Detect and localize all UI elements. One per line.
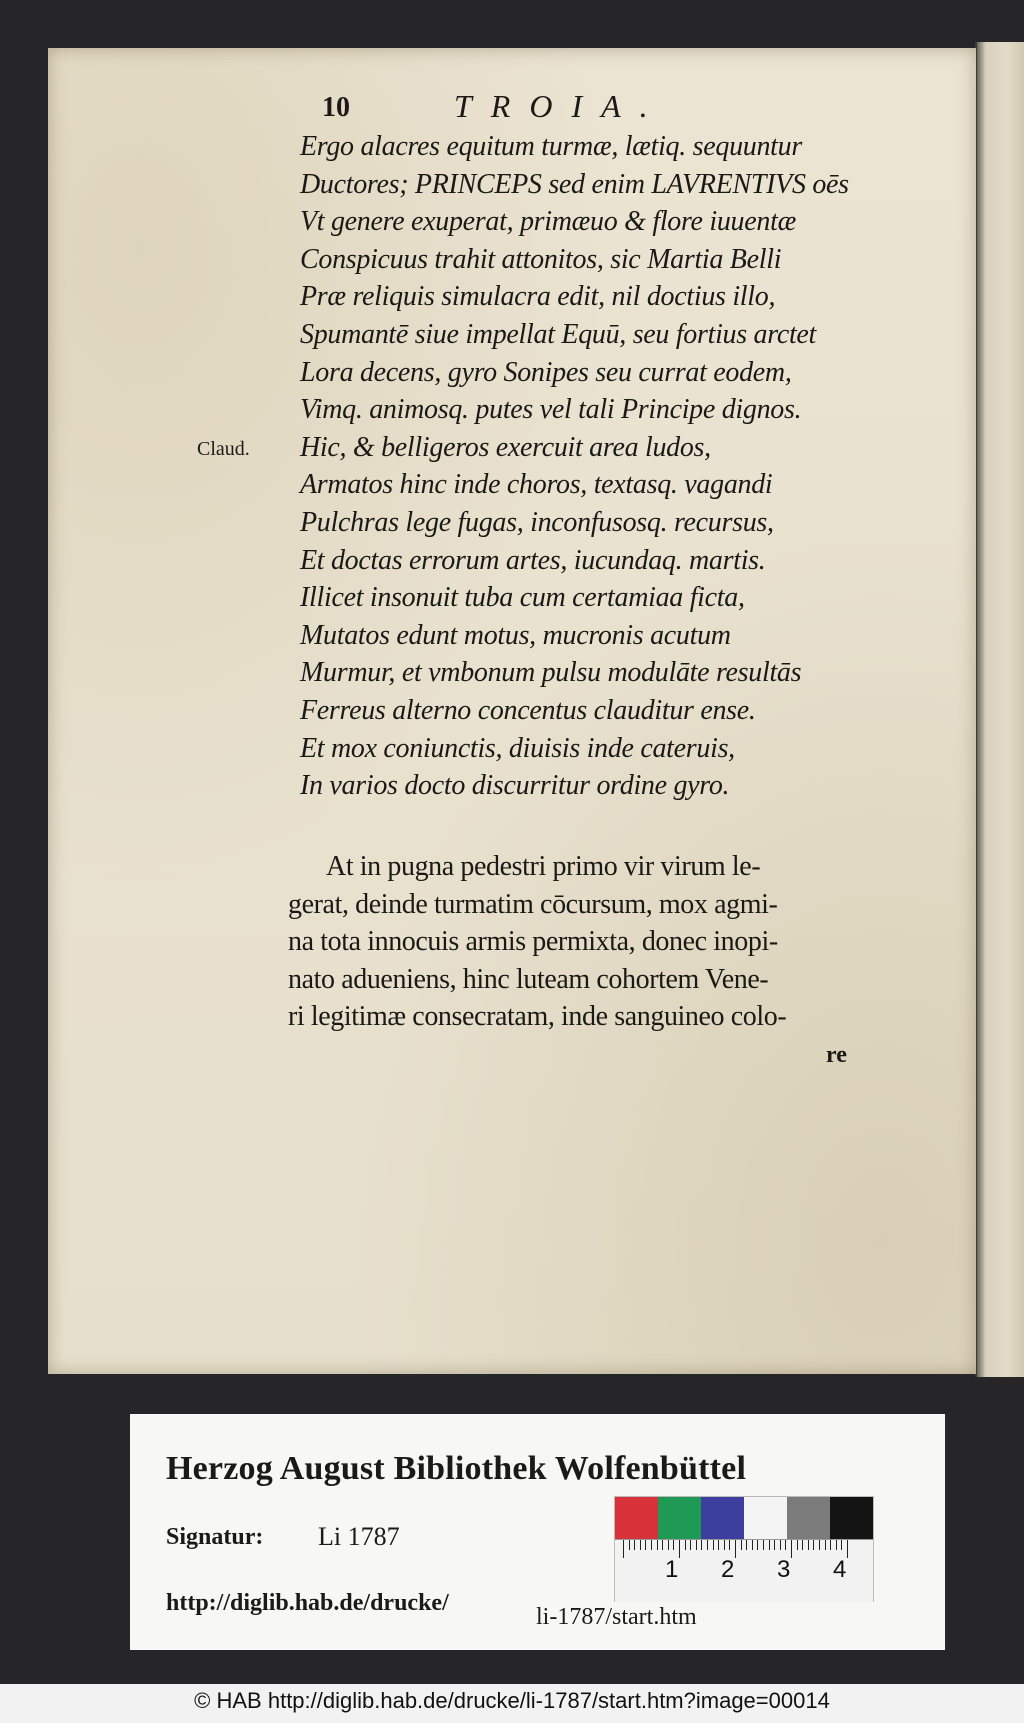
- ruler-tick: [645, 1540, 646, 1550]
- ruler-tick: [769, 1540, 770, 1550]
- footer-bar: [0, 1684, 1024, 1723]
- verse-line: Pulchras lege fugas, inconfusosq. recursus,: [300, 506, 774, 538]
- verse-line: Vt genere exuperat, primæuo & flore iuuentæ: [300, 206, 796, 238]
- prose-line: ri legitimæ consecratam, inde sanguineo colo-: [288, 1001, 787, 1033]
- signatur-value: Li 1787: [318, 1522, 400, 1551]
- ruler-tick: [640, 1540, 641, 1550]
- ruler-tick: [791, 1540, 792, 1558]
- ruler-tick: [780, 1540, 781, 1550]
- running-head: [322, 88, 802, 128]
- library-name: Herzog August Bibliothek Wolfenbüttel: [166, 1450, 747, 1487]
- footer-copyright-url: © HAB http://diglib.hab.de/drucke/li-1787/start.htm?image=00014: [194, 1688, 830, 1713]
- verse-line: Armatos hinc inde choros, textasq. vagandi: [300, 469, 773, 501]
- ruler-tick: [763, 1540, 764, 1550]
- prose-line: At in pugna pedestri primo vir virum le-: [326, 851, 761, 882]
- ruler-tick: [808, 1540, 809, 1550]
- scale-ruler: [615, 1539, 873, 1602]
- prose-line: na tota innocuis armis permixta, donec inopi-: [288, 926, 778, 958]
- ruler-tick: [713, 1540, 714, 1550]
- ruler-number: 1: [665, 1556, 679, 1583]
- ruler-tick: [741, 1540, 742, 1550]
- ruler-tick: [847, 1540, 848, 1558]
- ruler-tick: [657, 1540, 658, 1550]
- ruler-tick: [836, 1540, 837, 1550]
- margin-note: Claud.: [197, 438, 250, 460]
- ruler-tick: [696, 1540, 697, 1550]
- prose-line: gerat, deinde turmatim cōcursum, mox agmi-: [288, 888, 778, 920]
- facing-page-edge: [975, 42, 1024, 1377]
- ruler-tick: [735, 1540, 736, 1558]
- ruler-tick: [662, 1540, 663, 1550]
- color-swatch: [830, 1497, 873, 1539]
- ruler-tick: [668, 1540, 669, 1550]
- signatur-label: Signatur:: [166, 1524, 264, 1550]
- page-number: 10: [322, 92, 350, 123]
- running-title: TROIA.: [454, 88, 667, 124]
- verse-line: Illicet insonuit tuba cum certamiaa ficta,: [300, 582, 745, 614]
- verse-line: Mutatos edunt motus, mucronis acutum: [300, 619, 731, 651]
- url-value: li-1787/start.htm: [536, 1604, 697, 1630]
- color-swatch: [744, 1497, 787, 1539]
- ruler-tick: [825, 1540, 826, 1550]
- verse-line: Et mox coniunctis, diuisis inde cateruis,: [300, 732, 735, 764]
- ruler-tick: [679, 1540, 680, 1558]
- ruler-tick: [673, 1540, 674, 1550]
- verse-line: Conspicuus trahit attonitos, sic Martia Belli: [300, 243, 782, 275]
- ruler-tick: [629, 1540, 630, 1550]
- verse-line: Murmur, et vmbonum pulsu modulāte resultās: [300, 657, 802, 689]
- ruler-tick: [830, 1540, 831, 1550]
- prose-line: nato adueniens, hinc luteam cohortem Vene-: [288, 963, 769, 995]
- ruler-number: 3: [777, 1556, 791, 1583]
- prose-block: [288, 848, 908, 1036]
- ruler-tick: [623, 1540, 624, 1558]
- ruler-tick: [797, 1540, 798, 1550]
- ruler-tick: [813, 1540, 814, 1550]
- ruler-tick: [802, 1540, 803, 1550]
- ruler-tick: [819, 1540, 820, 1550]
- ruler-number: 2: [721, 1556, 735, 1583]
- color-calibration-chart: [614, 1496, 874, 1602]
- ruler-tick: [774, 1540, 775, 1550]
- ruler-tick: [707, 1540, 708, 1550]
- verse-line: Ductores; PRINCEPS sed enim LAVRENTIVS oēs: [300, 168, 849, 200]
- ruler-tick: [690, 1540, 691, 1550]
- ruler-number: 4: [833, 1556, 847, 1583]
- ruler-tick: [785, 1540, 786, 1550]
- ruler-tick: [757, 1540, 758, 1550]
- ruler-tick: [729, 1540, 730, 1550]
- ruler-tick: [724, 1540, 725, 1550]
- verse-line: Vimq. animosq. putes vel tali Principe dignos.: [300, 394, 802, 426]
- verse-block: [300, 128, 900, 805]
- ruler-tick: [701, 1540, 702, 1550]
- verse-line: Præ reliquis simulacra edit, nil doctius illo,: [300, 281, 776, 313]
- ruler-tick: [718, 1540, 719, 1550]
- ruler-tick: [634, 1540, 635, 1550]
- ruler-tick: [651, 1540, 652, 1550]
- verse-line: Spumantē siue impellat Equū, seu fortius arctet: [300, 318, 817, 350]
- catchword: re: [826, 1042, 847, 1068]
- color-swatch: [658, 1497, 701, 1539]
- verse-line: Lora decens, gyro Sonipes seu currat eodem,: [300, 356, 792, 388]
- url-label: http://diglib.hab.de/drucke/: [166, 1590, 449, 1616]
- verse-line: Ergo alacres equitum turmæ, lætiq. sequuntur: [300, 131, 802, 162]
- verse-line: Hic, & belligeros exercuit area ludos,: [300, 431, 711, 463]
- color-swatch: [701, 1497, 744, 1539]
- verse-line: In varios docto discurritur ordine gyro.: [300, 770, 730, 802]
- color-swatch: [787, 1497, 830, 1539]
- ruler-tick: [685, 1540, 686, 1550]
- color-swatch: [615, 1497, 658, 1539]
- ruler-tick: [752, 1540, 753, 1550]
- verse-line: Ferreus alterno concentus clauditur ense.: [300, 694, 756, 726]
- library-card: [130, 1414, 945, 1650]
- ruler-tick: [841, 1540, 842, 1550]
- ruler-tick: [746, 1540, 747, 1550]
- verse-line: Et doctas errorum artes, iucundaq. martis.: [300, 544, 766, 576]
